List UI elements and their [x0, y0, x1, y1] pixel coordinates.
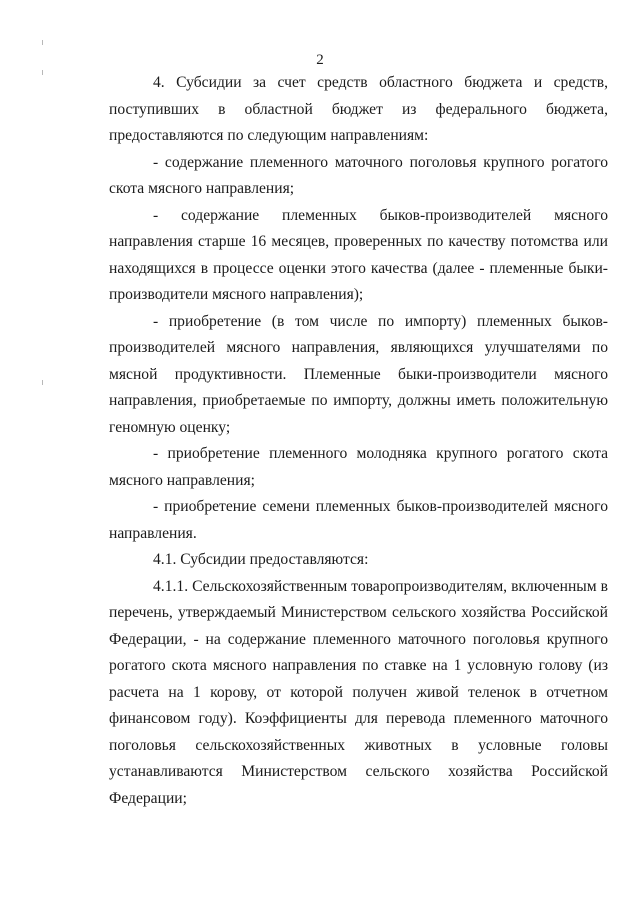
document-body — [109, 70, 608, 812]
list-item-breeding-stock: - содержание племенного маточного поголовья крупного рогатого скота мясного направления; — [109, 153, 608, 197]
list-item-young-stock: - приобретение племенного молодняка крупного рогатого скота мясного направления; — [109, 445, 608, 489]
scan-mark — [42, 40, 43, 45]
scan-mark — [42, 380, 43, 385]
list-item-semen: - приобретение семени племенных быков-производителей мясного направления. — [109, 498, 608, 542]
page-number: 2 — [316, 52, 324, 68]
paragraph-4-1-1: 4.1.1. Сельскохозяйственным товаропроизводителям, включенным в перечень, утверждаемый Министерством сельского хозяйства Российской Федерации, - на содержание племенного маточного поголовья крупного рогатого скота мясного направления по ставке на 1 условную голову (из расчета на 1 корову, от которой получен живой теленок в отчетном финансовом году). Коэффициенты для перевода племенного маточного поголовья сельскохозяйственных животных в условные головы устанавливаются Министерством сельского хозяйства Российской Федерации; — [109, 577, 608, 807]
list-item-bulls-purchase: - приобретение (в том числе по импорту) племенных быков-производителей мясного направления, являющихся улучшателями по мясной продуктивности. Племенные быки-производители мясного направления, приобретаемые по импорту, должны иметь положительную геномную оценку; — [109, 312, 608, 436]
scan-mark — [42, 70, 43, 75]
paragraph-4-1: 4.1. Субсидии предоставляются: — [153, 551, 369, 568]
list-item-bulls-maintenance: - содержание племенных быков-производителей мясного направления старше 16 месяцев, проверенных по качеству потомства или находящихся в процессе оценки этого качества (далее - племенные быки-производители мясного направления); — [109, 206, 608, 303]
paragraph-4: 4. Субсидии за счет средств областного бюджета и средств, поступивших в областной бюджет из федерального бюджета, предоставляются по следующим направлениям: — [109, 74, 608, 144]
